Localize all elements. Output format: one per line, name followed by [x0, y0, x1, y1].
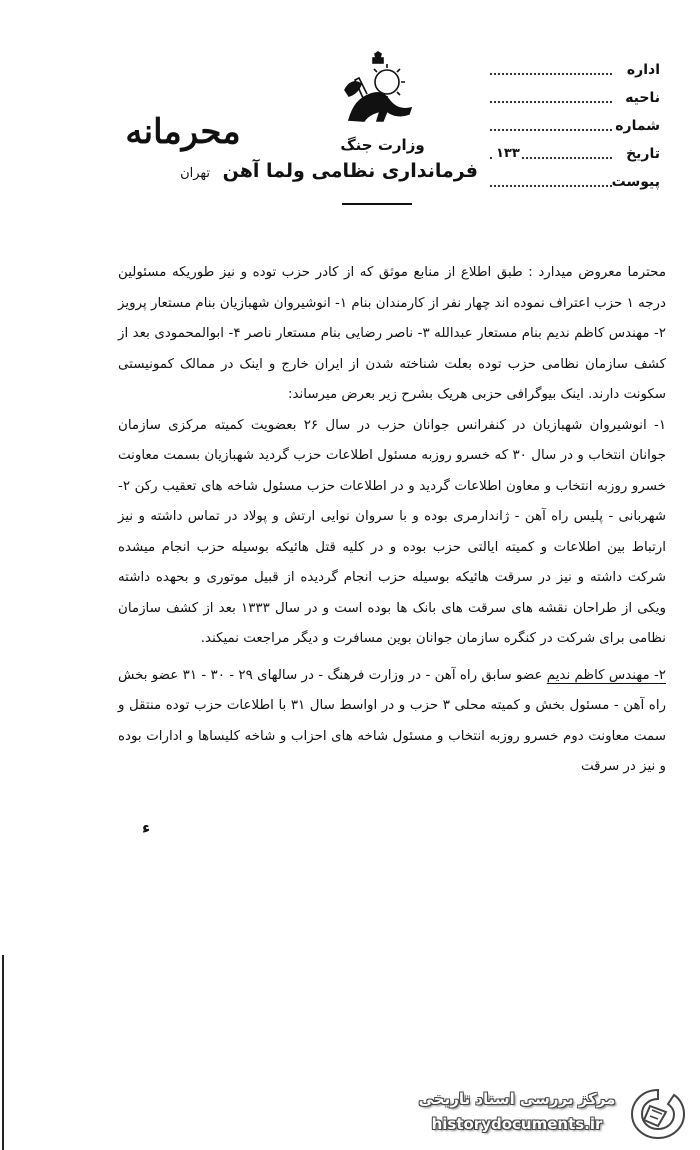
- watermark-logo-icon: [628, 1086, 688, 1142]
- field-district: [490, 90, 660, 118]
- field-label: پیوست: [611, 174, 660, 190]
- letter-body: [118, 258, 666, 783]
- field-dotted-line: [490, 129, 612, 131]
- paragraph-item-1: ۱- انوشیروان شهبازیان در کنفرانس جوانان حزب در سال ۲۶ بعضویت کمیته مرکزی سازمان جوانان انتخاب و در سال ۳۰ که خسرو روزبه مسئول اطلاعات حزب گردید شهبازیان بسمت معاونت خسرو روزبه انتخاب و معاون اطلاعات گردید و در اطلاعات حزب مسئول شاخه های تعقیب رکن ۲- شهربانی - پلیس راه آهن - ژاندارمری بوده و با سروان نوایی ارتش و پولاد در تماس داشته و نیز ارتباط بین اطلاعات و کمیته ایالتی حزب بوده و در کلیه قتل هائیکه بوسیله حزب انجام میشده شرکت داشته و نیز در سرقت هائیکه بوسیله حزب انجام گردیده از قبیل موتوری و بحهده داشته ویکی از طراحان نقشه های سرقت های بانک ها بوده است و در سال ۱۳۳۳ بعد از کشف سازمان نظامی برای شرکت در کنگره سازمان جوانان بوین مسافرت و دیگر مراجعت نمیکند.: [118, 417, 667, 646]
- field-label: ناحیه: [625, 90, 660, 106]
- watermark-url: historydocuments.ir: [431, 1115, 603, 1133]
- command-name: [180, 160, 478, 182]
- field-label: اداره: [626, 62, 660, 78]
- city-name: تهران: [180, 166, 211, 181]
- field-label: شماره: [615, 118, 660, 134]
- ministry-name: وزارت جنگ: [340, 136, 425, 154]
- margin-line: [2, 955, 4, 1150]
- header-rule: [342, 203, 412, 205]
- paragraph-intro: محترما معروض میدارد : طبق اطلاع از منابع موثق که از کادر حزب توده و نیز طوریکه مسئولین درجه ۱ حزب اعتراف نموده اند چهار نفر از کارمندان بنام ۱- انوشیروان شهبازیان بنام مستعار پرویز ۲- مهندس کاظم ندیم بنام مستعار عبدالله ۳- ناصر رضایی بنام مستعار ناصر ۴- ابوالمحمودی بعد از کشف سازمان نظامی حزب توده بعلت شناخته شدن از ایران خارج و اینک در ممالک کمونیستی سکونت دارند. اینک بیوگرافی حزبی هریک بشرح زیر بعرض میرساند:: [118, 265, 666, 402]
- header-fields: [490, 62, 660, 202]
- field-dotted-line: [490, 101, 612, 103]
- watermark-org-name: مرکز بررسی اسناد تاریخی: [418, 1090, 616, 1108]
- command-title: فرمانداری نظامی ولما آهن: [222, 160, 478, 182]
- field-office: [490, 62, 660, 90]
- item-2-name: ۲- مهندس کاظم ندیم: [546, 667, 666, 683]
- item-2-text: عضو سابق راه آهن - در وزارت فرهنگ - در سالهای ۲۹ - ۳۰ - ۳۱ عضو بخش راه آهن - مسئول بخش و کمیته محلی ۳ حزب و در اواسط سال ۳۱ با اطلاعات حزب توده منتقل و سمت معاونت دوم خسرو روزبه انتخاب و مسئول شاخه های احزاب و شاخه کلیساها و ادارات بوده و نیز در سرقت: [118, 667, 667, 774]
- paragraph-item-2: [118, 661, 666, 783]
- closing-mark: ء: [142, 818, 151, 837]
- field-dotted-line: [490, 73, 612, 75]
- field-label: تاریخ: [626, 146, 660, 162]
- field-attachment: [490, 174, 660, 202]
- field-dotted-line: [490, 185, 612, 187]
- lion-and-sun-emblem-icon: [335, 50, 425, 130]
- confidential-stamp: محرمانه: [125, 112, 241, 152]
- field-date: [490, 146, 660, 174]
- field-value: ۱۳۳: [496, 146, 520, 161]
- field-number: [490, 118, 660, 146]
